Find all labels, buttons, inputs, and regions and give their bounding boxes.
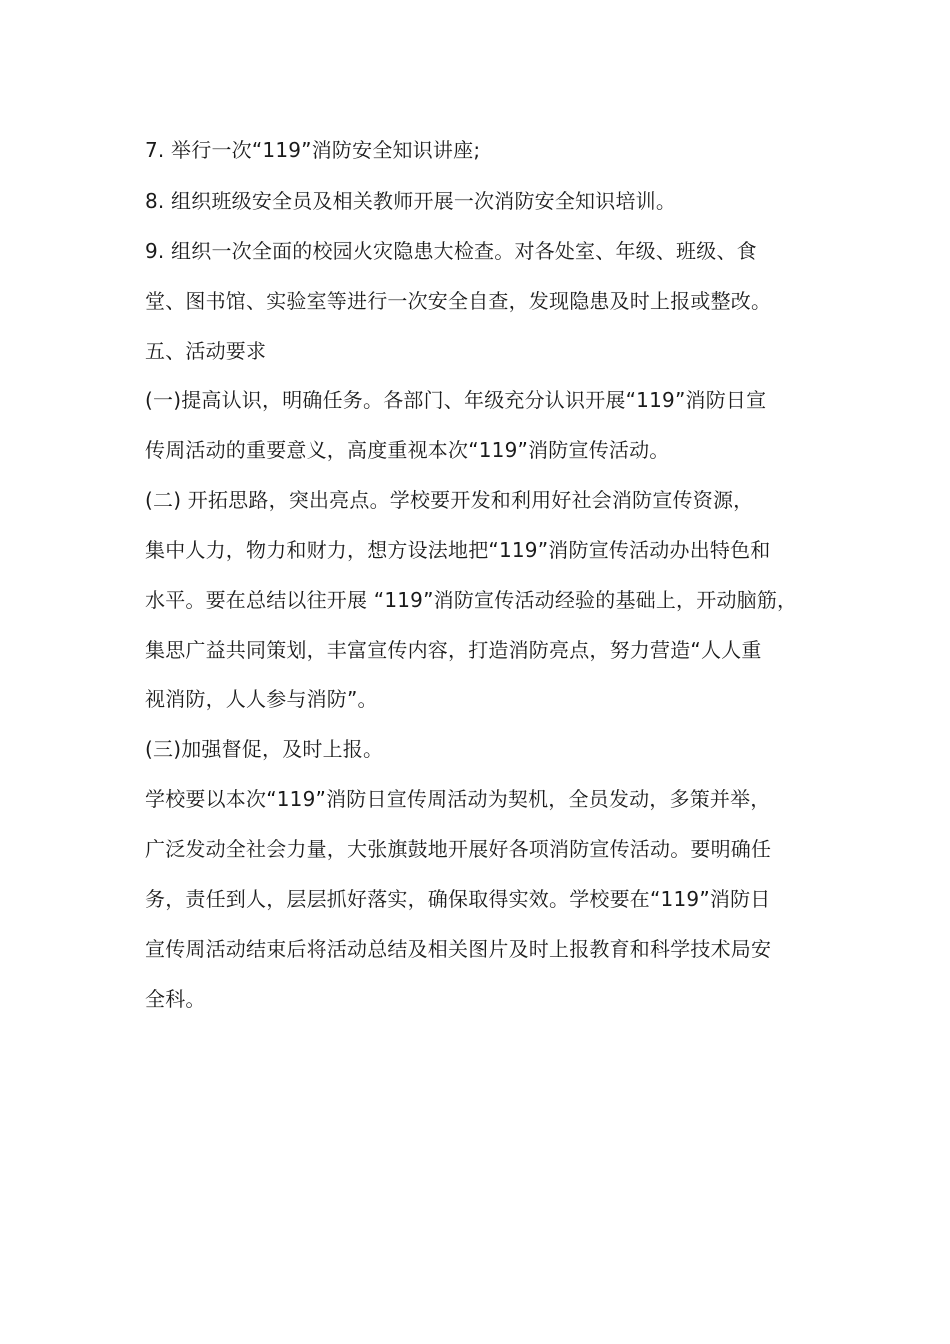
requirement-3-line-1: 学校要以本次“119”消防日宣传周活动为契机，全员发动，多策并举， <box>145 787 771 811</box>
requirement-3-line-3: 务，责任到人，层层抓好落实，确保取得实效。学校要在“119”消防日 <box>145 887 771 911</box>
requirement-3-line-2: 广泛发动全社会力量，大张旗鼓地开展好各项消防宣传活动。要明确任 <box>145 837 772 861</box>
list-item-7: 7. 举行一次“119”消防安全知识讲座; <box>145 138 481 162</box>
requirement-1-line-1: (一)提高认识，明确任务。各部门、年级充分认识开展“119”消防日宣 <box>145 388 767 412</box>
requirement-2-line-4: 集思广益共同策划，丰富宣传内容，打造消防亮点，努力营造“人人重 <box>145 638 762 662</box>
requirement-2-line-1: (二) 开拓思路，突出亮点。学校要开发和利用好社会消防宣传资源， <box>145 488 754 512</box>
section-heading-activity-requirements: 五、活动要求 <box>145 339 267 363</box>
requirement-1-line-2: 传周活动的重要意义，高度重视本次“119”消防宣传活动。 <box>145 438 670 462</box>
requirement-2-line-2: 集中人力，物力和财力，想方设法地把“119”消防宣传活动办出特色和 <box>145 538 771 562</box>
list-item-9: 9. 组织一次全面的校园火灾隐患大检查。对各处室、年级、班级、食 <box>145 239 757 263</box>
list-item-8: 8. 组织班级安全员及相关教师开展一次消防安全知识培训。 <box>145 189 677 213</box>
requirement-3-line-4: 宣传周活动结束后将活动总结及相关图片及时上报教育和科学技术局安 <box>145 937 772 961</box>
requirement-3-heading: (三)加强督促，及时上报。 <box>145 737 384 761</box>
requirement-2-line-5: 视消防，人人参与消防”。 <box>145 687 378 711</box>
list-item-9-continued: 堂、图书馆、实验室等进行一次安全自查，发现隐患及时上报或整改。 <box>145 289 772 313</box>
requirement-3-line-5: 全科。 <box>145 987 206 1011</box>
requirement-2-line-3: 水平。要在总结以往开展 “119”消防宣传活动经验的基础上，开动脑筋， <box>145 588 798 612</box>
